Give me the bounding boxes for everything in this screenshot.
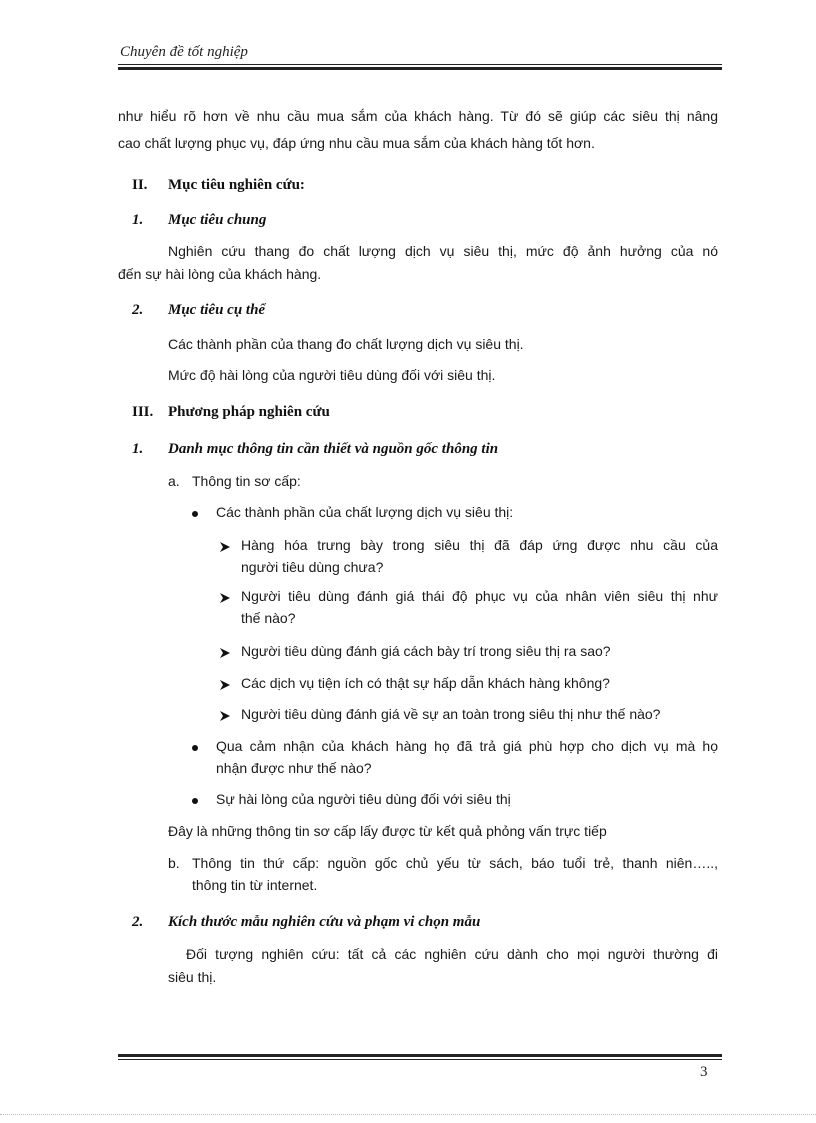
section-ii-number: II.	[132, 177, 148, 193]
sub-iii-1-title: Danh mục thông tin cần thiết và nguồn gốc thông tin	[168, 441, 499, 457]
sub-ii-1-line-2: đến sự hài lòng của khách hàng.	[118, 266, 322, 282]
arrow-1-line-1: Hàng hóa trưng bày trong siêu thị đã đáp ứng được nhu cầu của	[241, 537, 718, 553]
bullet-icon	[192, 511, 198, 517]
arrow-bullet-icon	[219, 647, 231, 659]
sub-ii-2-line-2: Mức độ hài lòng của người tiêu dùng đối với siêu thị.	[168, 367, 496, 383]
intro-line-1: như hiểu rõ hơn về nhu cầu mua sắm của khách hàng. Từ đó sẽ giúp các siêu thị nâng	[118, 108, 718, 124]
sub-iii-2-line-2: siêu thị.	[168, 969, 217, 985]
sub-iii-2-title: Kích thước mẫu nghiên cứu và phạm vi chọn mẫu	[168, 914, 481, 930]
sub-ii-2-heading	[132, 302, 265, 319]
section-iii-number: III.	[132, 404, 154, 420]
item-a-text: Thông tin sơ cấp:	[192, 473, 301, 489]
arrow-bullet-icon	[219, 592, 231, 604]
section-iii-heading	[132, 404, 330, 421]
bullet-3-text: Sự hài lòng của người tiêu dùng đối với siêu thị	[216, 791, 511, 807]
item-a-label: a.	[168, 473, 180, 489]
sub-iii-1-heading	[132, 441, 498, 458]
arrow-1-line-2: người tiêu dùng chưa?	[241, 559, 384, 575]
arrow-4-text: Các dịch vụ tiện ích có thật sự hấp dẫn khách hàng không?	[241, 675, 610, 691]
sub-ii-1-number: 1.	[132, 212, 144, 228]
arrow-2-line-2: thế nào?	[241, 610, 296, 626]
footer-rule-thick	[118, 1054, 722, 1057]
sub-iii-1-number: 1.	[132, 441, 144, 457]
page-number: 3	[700, 1064, 708, 1080]
arrow-bullet-icon	[219, 679, 231, 691]
sub-ii-1-heading	[132, 212, 266, 229]
header-rule-thin	[118, 64, 722, 65]
header-rule-thick	[118, 67, 722, 70]
arrow-bullet-icon	[219, 541, 231, 553]
item-b-label: b.	[168, 855, 180, 871]
bullet-2-line-1: Qua cảm nhận của khách hàng họ đã trả giá phù hợp cho dịch vụ mà họ	[216, 738, 718, 754]
sub-ii-2-number: 2.	[132, 302, 144, 318]
section-ii-heading	[132, 177, 305, 194]
sub-ii-2-line-1: Các thành phần của thang đo chất lượng dịch vụ siêu thị.	[168, 336, 524, 352]
item-b-line-1: Thông tin thứ cấp: nguồn gốc chủ yếu từ sách, báo tuổi trẻ, thanh niên…..,	[192, 855, 718, 871]
arrow-2-line-1: Người tiêu dùng đánh giá thái độ phục vụ của nhân viên siêu thị như	[241, 588, 718, 604]
sub-iii-2-heading	[132, 914, 480, 931]
sub-ii-1-title: Mục tiêu chung	[168, 212, 267, 228]
section-iii-title: Phương pháp nghiên cứu	[168, 404, 330, 420]
item-b-line-2: thông tin từ internet.	[192, 877, 318, 893]
arrow-5-text: Người tiêu dùng đánh giá về sự an toàn trong siêu thị như thế nào?	[241, 706, 661, 722]
footer-rule-thin	[118, 1059, 722, 1060]
bullet-icon	[192, 745, 198, 751]
sub-iii-2-line-1: Đối tượng nghiên cứu: tất cả các nghiên cứu dành cho mọi người thường đi	[186, 946, 718, 962]
arrow-bullet-icon	[219, 710, 231, 722]
sub-ii-1-line-1: Nghiên cứu thang đo chất lượng dịch vụ siêu thị, mức độ ảnh hưởng của nó	[168, 243, 718, 259]
section-ii-title: Mục tiêu nghiên cứu:	[168, 177, 305, 193]
running-header: Chuyên đề tốt nghiệp	[120, 44, 248, 60]
summary-line: Đây là những thông tin sơ cấp lấy được từ kết quả phỏng vấn trực tiếp	[168, 823, 607, 839]
sub-iii-2-number: 2.	[132, 914, 144, 930]
bullet-1-text: Các thành phần của chất lượng dịch vụ siêu thị:	[216, 504, 514, 520]
arrow-3-text: Người tiêu dùng đánh giá cách bày trí trong siêu thị ra sao?	[241, 643, 611, 659]
intro-line-2: cao chất lượng phục vụ, đáp ứng nhu cầu mua sắm của khách hàng tốt hơn.	[118, 135, 595, 151]
bullet-icon	[192, 798, 198, 804]
bullet-2-line-2: nhận được như thế nào?	[216, 760, 372, 776]
page-bottom-border	[0, 1114, 816, 1115]
sub-ii-2-title: Mục tiêu cụ thể	[168, 302, 266, 318]
